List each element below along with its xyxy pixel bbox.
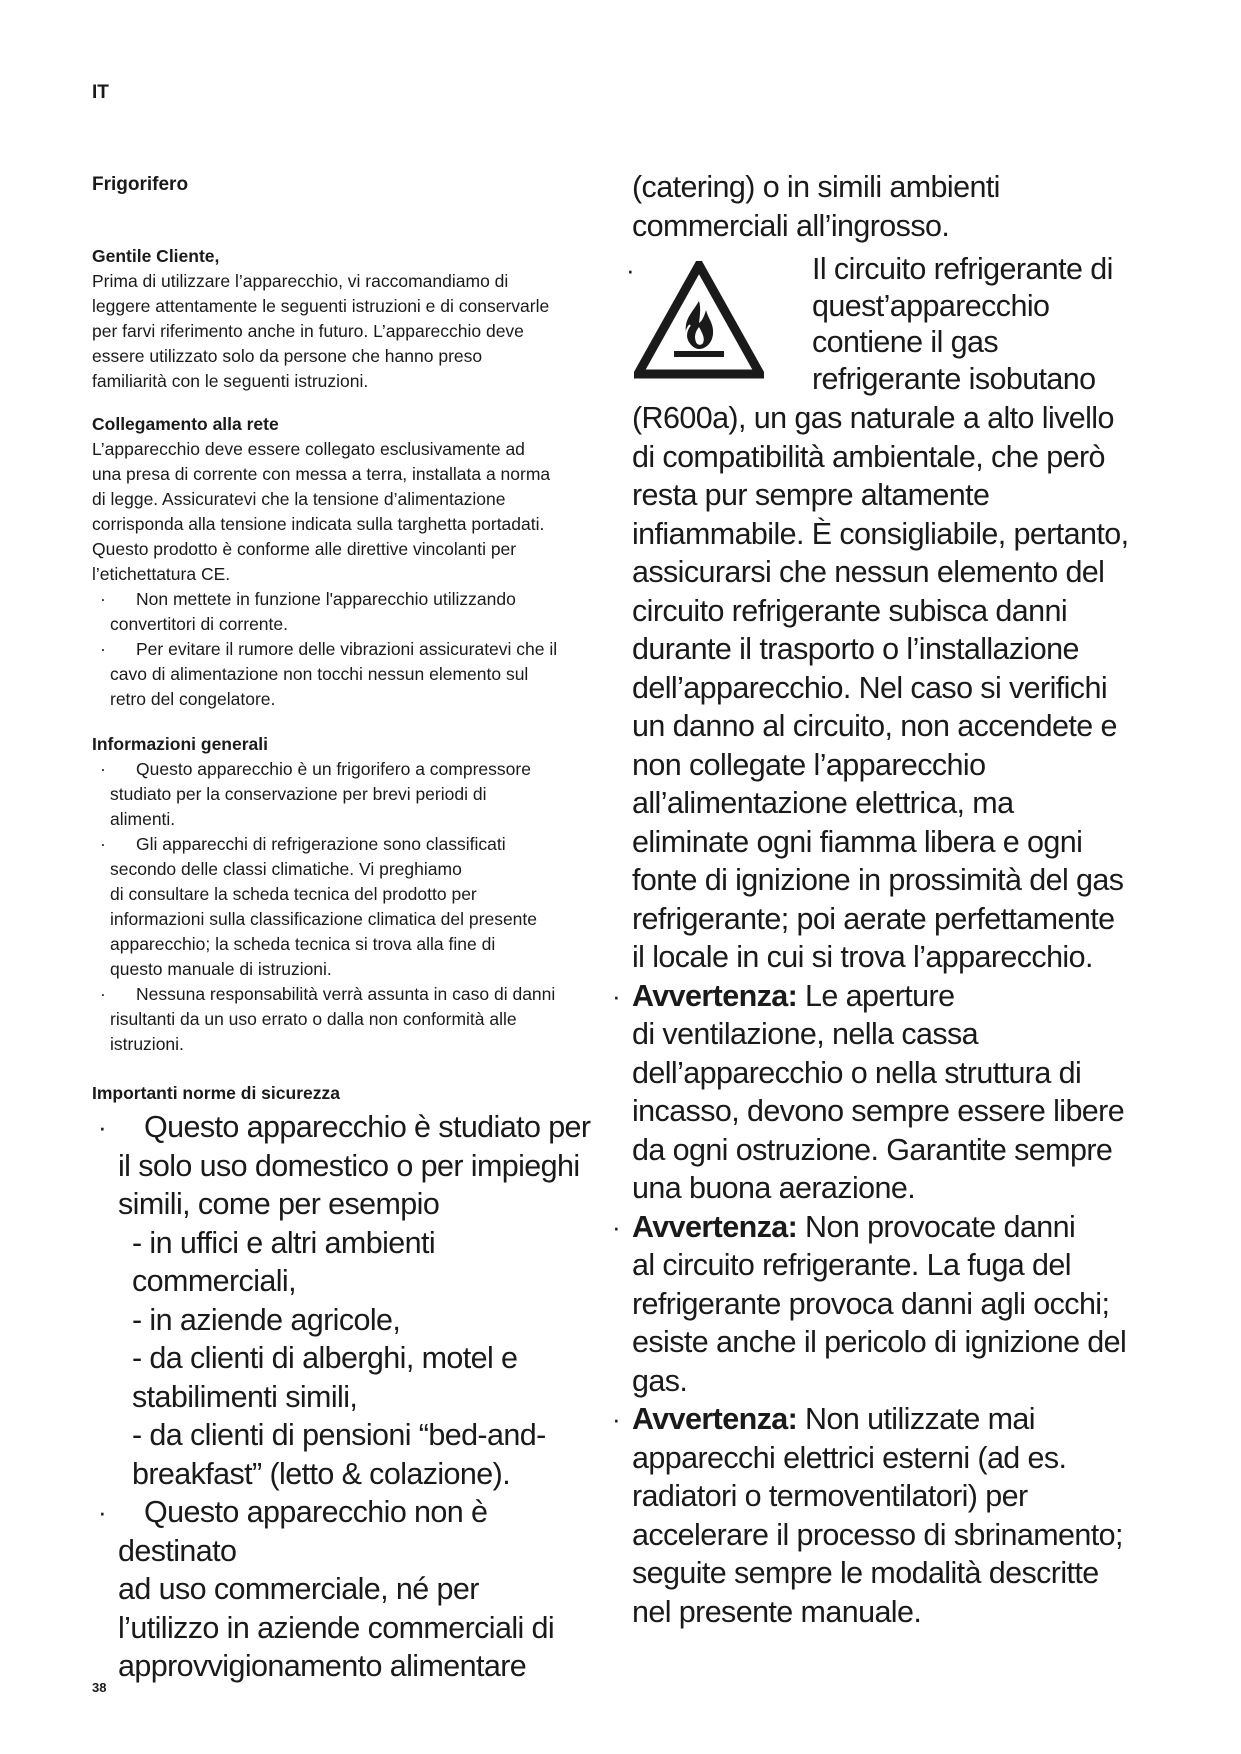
warning-label: Avvertenza: [632,1402,798,1436]
warning-label: Avvertenza: [632,1209,798,1244]
usage-example-line: - da clienti di alberghi, motel e [132,1341,518,1375]
paragraph-line: dell’apparecchio. Nel caso si verifichi [632,670,1107,705]
paragraph-line: resta pur sempre altamente [632,478,990,512]
bullet-line: apparecchi elettrici esterni (ad es. [632,1440,1067,1475]
warning-bullets [606,977,1152,1632]
paragraph-line: assicurarsi che nessun elemento del [632,555,1105,589]
list-item [92,757,602,832]
connection-line: l’etichettatura CE. [92,564,231,584]
general-info-section [92,732,602,1057]
bullet-mark: · [100,834,106,854]
safety-heading: Importanti norme di sicurezza [92,1083,340,1103]
bullet-line: di ventilazione, nella cassa [632,1017,979,1051]
paragraph-line: un danno al circuito, non accendete e [632,709,1117,743]
greeting-line: per farvi riferimento anche in futuro. L’apparecchio deve [92,321,524,341]
bullet-line: questo manuale di istruzioni. [110,959,332,979]
usage-example-line: - da clienti di pensioni “bed-and- [132,1418,546,1452]
bullet-line: nel presente manuale. [632,1594,922,1629]
list-item [92,587,602,637]
paragraph-line: circuito refrigerante subisca danni [632,593,1068,628]
bullet-line: di consultare la scheda tecnica del prodotto per [110,884,477,904]
bullet-line: retro del congelatore. [110,689,276,709]
warning-text-line: refrigerante isobutano [812,361,1096,396]
safety-bullets [92,1108,602,1686]
warning-ventilation [606,977,1152,1208]
connection-line: L’apparecchio deve essere collegato esclusivamente ad [92,439,525,459]
bullet-mark: · [100,984,106,1004]
general-info-heading: Informazioni generali [92,734,268,754]
bullet-line: accelerare il processo di sbrinamento; [632,1517,1123,1552]
warning-text-line: Il circuito refrigerante di [812,252,1113,286]
bullet-line: cavo di alimentazione non tocchi nessun elemento sul [110,664,529,684]
flammable-warning-block [626,251,1152,399]
warning-refrigerant-circuit [606,1208,1152,1401]
paragraph-line: durante il trasporto o l’installazione [632,632,1079,666]
paragraph-line: eliminate ogni fiamma libera e ogni [632,824,1083,859]
bullet-line: secondo delle classi climatiche. Vi preghiamo [110,859,462,879]
connection-bullets [92,587,602,712]
bullet-line: informazioni sulla classificazione climatica del presente [110,909,537,929]
bullet-mark: · [100,759,106,779]
continuation-line: (catering) o in simili ambienti [632,170,1000,204]
connection-section [92,412,602,712]
bullet-line: Nessuna responsabilità verrà assunta in caso di danni [136,984,556,1004]
bullet-line: al circuito refrigerante. La fuga del [632,1248,1071,1282]
bullet-mark: · [626,255,635,285]
right-column [612,168,1152,1631]
bullet-line: seguite sempre le modalità descritte [632,1556,1099,1590]
bullet-line: Questo apparecchio è studiato per [144,1110,591,1144]
greeting-section [92,244,602,394]
bullet-line: Avvertenza: Non provocate danni [632,1209,1076,1244]
bullet-line: Avvertenza: Le aperture [632,978,955,1013]
bullet-line: alimenti. [110,809,176,829]
list-item [92,1493,602,1686]
usage-example-line: - in uffici e altri ambienti commerciali, [132,1225,436,1298]
bullet-line: convertitori di corrente. [110,614,288,634]
flammable-warning-text [812,251,1152,397]
bullet-line: il solo uso domestico o per impieghi [118,1148,580,1183]
bullet-line: gas. [632,1363,688,1398]
bullet-line: dell’apparecchio o nella struttura di [632,1055,1082,1090]
refrigerant-paragraph [632,399,1152,977]
bullet-mark: · [98,1112,107,1142]
continuation-line: commerciali all’ingrosso. [632,208,950,243]
bullet-line: apparecchio; la scheda tecnica si trova alla fine di [110,934,496,954]
usage-example-line: - in aziende agricole, [132,1302,401,1337]
greeting-line: essere utilizzato solo da persone che hanno preso [92,346,483,366]
bullet-mark: · [100,589,106,609]
bullet-line: l’utilizzo in aziende commerciali di [118,1610,555,1645]
greeting-heading: Gentile Cliente, [92,246,220,266]
paragraph-line: fonte di ignizione in prossimità del gas [632,863,1124,897]
bullet-mark: · [98,1497,107,1527]
connection-line: una presa di corrente con messa a terra, installata a norma [92,464,551,484]
bullet-line: Gli apparecchi di refrigerazione sono classificati [136,834,506,854]
safety-section [92,1081,602,1106]
bullet-line: ad uso commerciale, né per [118,1572,479,1606]
document-title: Frigorifero [92,174,189,195]
paragraph-line: non collegate l’apparecchio [632,747,986,782]
paragraph-line: (R600a), un gas naturale a alto livello [632,401,1114,435]
paragraph-line: di compatibilità ambientale, che però [632,439,1105,474]
paragraph-line: il locale in cui si trova l’apparecchio. [632,940,1093,974]
bullet-line: Per evitare il rumore delle vibrazioni assicuratevi che il [136,639,558,659]
bullet-line: Avvertenza: Non utilizzate mai [632,1402,1035,1436]
warning-text-line: contiene il gas [812,325,998,359]
page-language-label: IT [92,82,109,103]
flammable-warning-icon [634,261,764,379]
bullet-line: radiatori o termoventilatori) per [632,1479,1028,1513]
bullet-line: Non mettete in funzione l'apparecchio utilizzando [136,589,516,609]
bullet-line: da ogni ostruzione. Garantite sempre [632,1132,1113,1167]
bullet-line: una buona aerazione. [632,1171,916,1205]
bullet-line: studiato per la conservazione per brevi periodi di [110,784,487,804]
bullet-line: esiste anche il pericolo di ignizione del [632,1325,1127,1359]
paragraph-line: all’alimentazione elettrica, ma [632,786,1014,820]
list-item [92,637,602,712]
warning-label: Avvertenza: [632,978,798,1013]
general-info-bullets [92,757,602,1057]
bullet-mark: · [612,1211,621,1242]
warning-text-line: quest’apparecchio [812,288,1050,323]
left-column [92,170,602,1686]
bullet-line: incasso, devono sempre essere libere [632,1094,1125,1128]
page-number: 38 [92,1680,107,1695]
bullet-mark: · [612,980,621,1011]
usage-examples [118,1224,602,1494]
bullet-line: approvvigionamento alimentare [118,1649,527,1683]
greeting-line: Prima di utilizzare l’apparecchio, vi raccomandiamo di [92,271,509,291]
greeting-line: familiarità con le seguenti istruzioni. [92,371,369,391]
list-item [92,982,602,1057]
list-item [92,832,602,982]
bullet-line: simili, come per esempio [118,1187,440,1221]
paragraph-line: infiammabile. È consigliabile, pertanto, [632,516,1129,551]
bullet-line: Questo apparecchio non è destinato [118,1495,488,1568]
paragraph-line: refrigerante; poi aerate perfettamente [632,901,1115,936]
connection-heading: Collegamento alla rete [92,414,279,434]
usage-example-line: stabilimenti simili, [132,1379,358,1414]
connection-line: corrisponda alla tensione indicata sulla targhetta portadati. [92,514,545,534]
bullet-line: Questo apparecchio è un frigorifero a compressore [136,759,531,779]
connection-line: di legge. Assicuratevi che la tensione d’alimentazione [92,489,506,509]
connection-line: Questo prodotto è conforme alle direttive vincolanti per [92,539,517,559]
usage-example-line: breakfast” (letto & colazione). [132,1456,511,1491]
bullet-mark: · [100,639,106,659]
bullet-line: istruzioni. [110,1034,184,1054]
bullet-mark: · [612,1404,621,1434]
bullet-line: refrigerante provoca danni agli occhi; [632,1286,1110,1321]
list-item [92,1108,602,1493]
greeting-line: leggere attentamente le seguenti istruzioni e di conservarle [92,296,550,316]
bullet-line: risultanti da un uso errato o dalla non conformità alle [110,1009,517,1029]
warning-defrosting [606,1400,1152,1631]
